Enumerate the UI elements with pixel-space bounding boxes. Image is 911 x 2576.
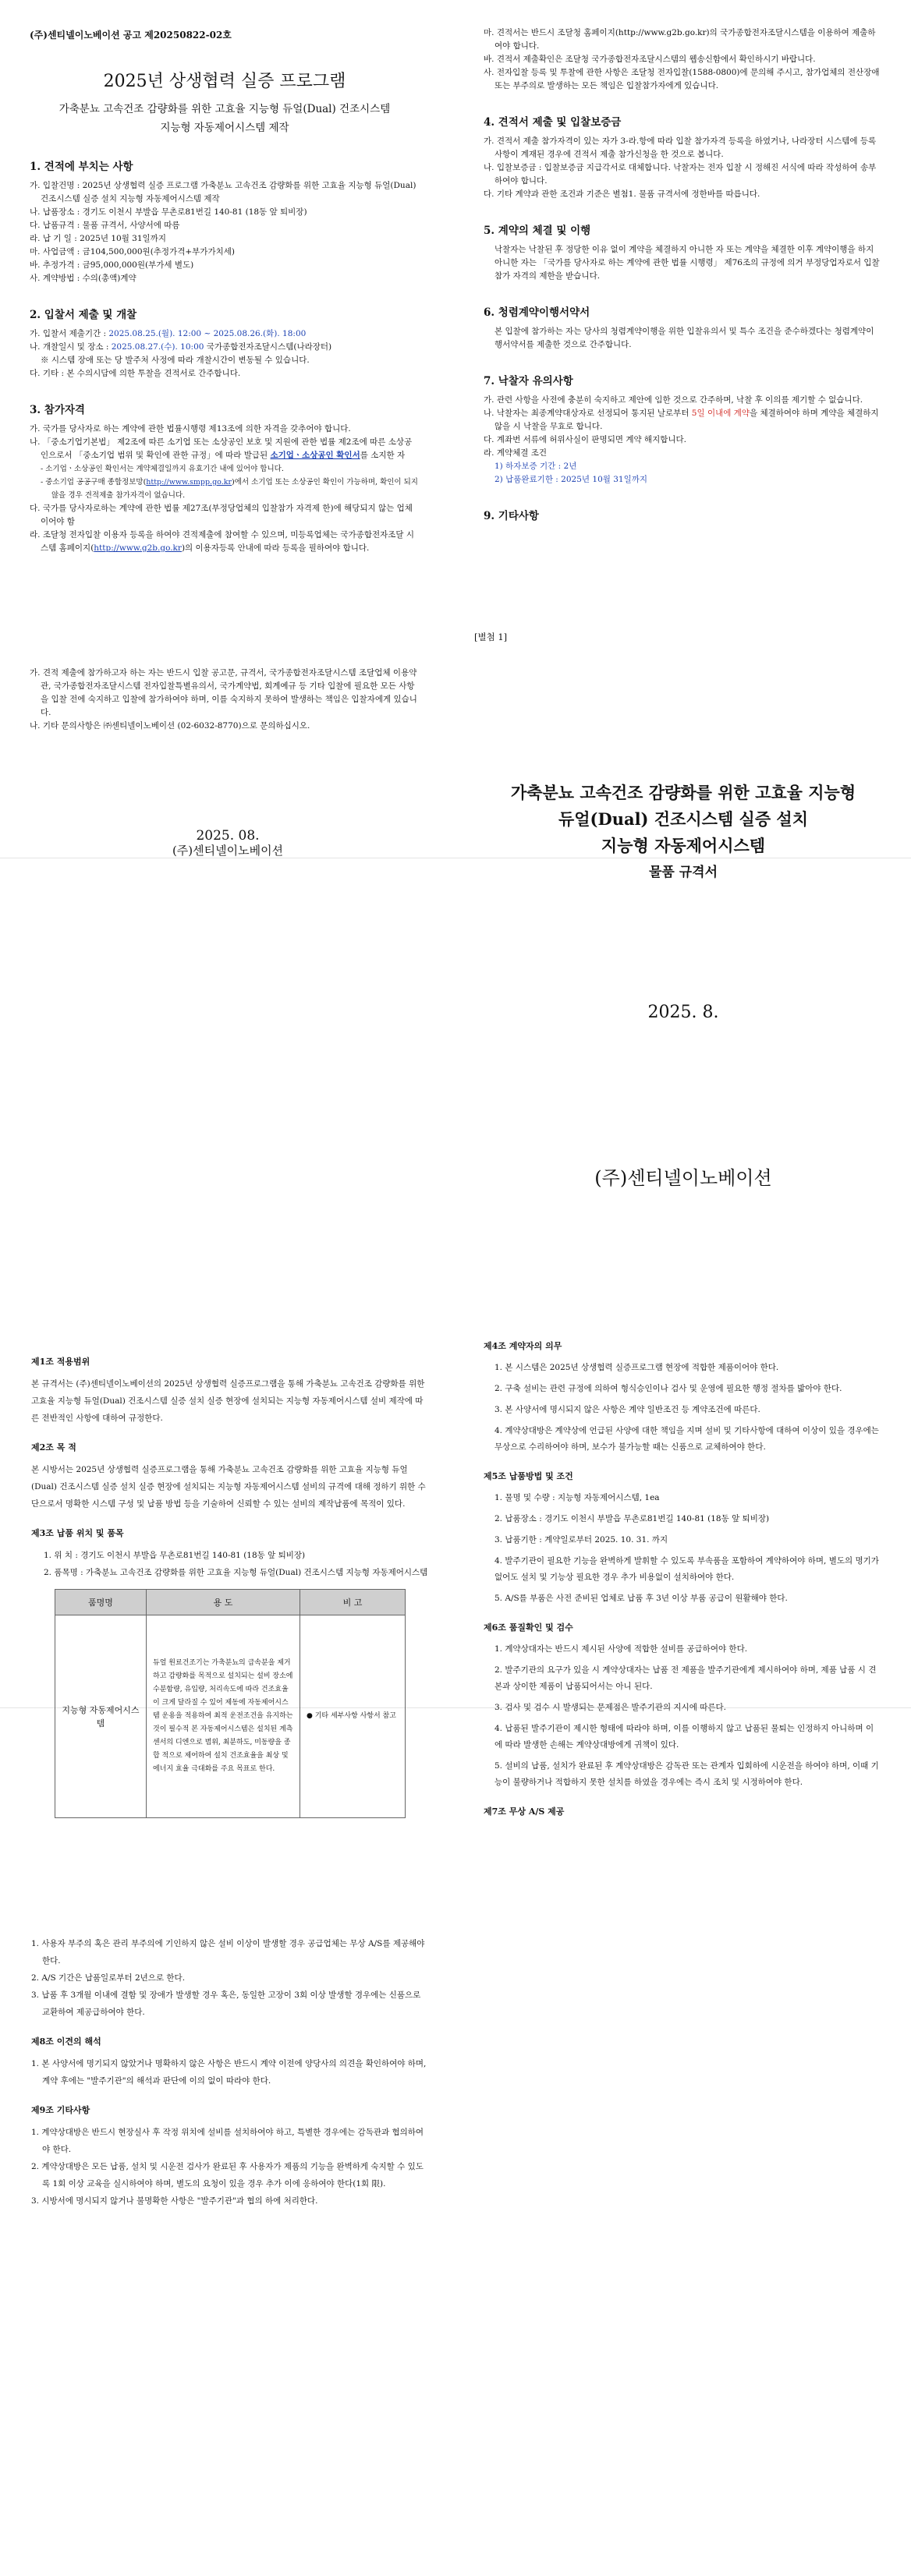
s3-item-a: 가. 국가를 당사자로 하는 계약에 관한 법률시행령 제13조에 의한 자격을 갖추어야 합니다.: [30, 424, 351, 433]
article-5-title: 제5조 납품방법 및 조건: [484, 1471, 573, 1481]
article-4-item: 1. 본 시스템은 2025년 상생협력 실증프로그램 현장에 적합한 제품이어야 한다.: [494, 1363, 779, 1372]
article-9-item: 2. 계약상대방은 모든 납품, 설치 및 시운전 검사가 완료된 후 사용자가 제품의 기능을 완벽하게 숙지할 수 있도록 1회 이상 교육을 실시하여야 하며, 별도의 요청이 있을 경우 추가 이에 응하여야 한다(1회 限).: [31, 2162, 424, 2189]
article-4-item: 3. 본 사양서에 명시되지 않은 사항은 계약 일반조건 등 계약조건에 따른다.: [494, 1405, 760, 1414]
section-9-title: 9. 기타사항: [484, 510, 539, 522]
table-cell-note: ● 기타 세부사항 사항서 참고: [300, 1615, 406, 1818]
misc-a: 가. 견적 제출에 참가하고자 하는 자는 반드시 입찰 공고문, 규격서, 국가종합전자조달시스템 조달업체 이용약관, 국가종합전자조달시스템 전자입찰특별유의서, 국가계약법, 회계예규 등 기타 입찰에 필요한 모든 사항을 입찰 전에 숙지하고 입찰에 참가하여야 하며, 이를 숙지하지 못하여 발생하는 책임은 입찰자에게 있습니다.: [30, 668, 417, 717]
article-5-item: 5. A/S를 부품은 사전 준비된 업체로 납품 후 3년 이상 부품 공급이 원활해야 한다.: [494, 1594, 788, 1603]
article-6-item: 2. 발주기관의 요구가 있을 시 계약상대자는 납품 전 제품을 발주기관에게 제시하여야 하며, 제품 납품 시 견본과 상이한 제품이 납품되어서는 아니 된다.: [494, 1665, 877, 1691]
article-1-text: 본 규격서는 (주)센티넬이노베이션의 2025년 상생협력 실증프로그램을 통해 가축분뇨 고속건조 감량화를 위한 고효율 지능형 듀얼(Dual) 건조시스템 실증 설치 실증 현장에 설치되는 지능형 자동제어시스템 설비 제작에 따른 전반적인 사항에 대하여 규정한다.: [31, 1379, 425, 1423]
article-3-location: 1. 위 치 : 경기도 이천시 부발읍 무촌로81번길 140-81 (18동 앞 퇴비장): [44, 1551, 306, 1560]
g2b-link[interactable]: http://www.g2b.go.kr: [94, 543, 182, 553]
s7-item-c: 다. 계좌번 서류에 허위사실이 판명되면 계약 해지합니다.: [484, 435, 686, 444]
opening-date: 나. 개찰일시 및 장소 : 2025.08.27.(수). 10:00 국가종합전자조달시스템(나라장터): [30, 342, 332, 352]
s3-item-d: 라. 조달청 전자입찰 이용자 등록을 하여야 견적제출에 참여할 수 있으며, 미등록업체는 국가종합전자조달 시스템 홈페이지(http://www.g2b.go.kr)의 이용자등록 안내에 따라 등록을 필하여야 합니다.: [30, 530, 415, 553]
s1-item: 사. 계약방법 : 수의(총액)계약: [30, 274, 136, 283]
p2-item-sa: 사. 전자입찰 등록 및 투찰에 관한 사항은 조달청 전자입찰(1588-0800)에 문의해 주시고, 참가업체의 전산장애 또는 부주의로 발생하는 모든 책임은 입찰참가자에게 있습니다.: [484, 68, 880, 90]
s1-item: 가. 입찰건명 : 2025년 상생협력 실증 프로그램 가축분뇨 고속건조 감량화를 위한 고효율 지능형 듀얼(Dual) 건조시스템 실증 설치 지능형 자동제어시스템 제작: [30, 181, 417, 203]
misc-b: 나. 기타 문의사항은 ㈜센티넬이노베이션 (02-6032-8770)으로 문의하십시오.: [30, 721, 310, 731]
table-cell-use: 듀얼 원료건조기는 가축분뇨의 급속분을 제거하고 감량화를 목적으로 설치되는 설비 장소에 수분함량, 유입량, 처리속도에 따라 건조효율이 크게 달라질 수 있어 제동에 자동제어시스템 운용을 적용하여 최적 운전조건을 유지하는 것이 필수적 본 자동제어시스템은 설치된 계측 센서의 디엔으로 범위, 최분하도, 미동량을 종합 적으로 제어하여 설치 건조효율을 최상 및 에너지 효율 극대화를 주요 목표로 한다.: [147, 1615, 300, 1818]
article-5-item: 1. 물명 및 수량 : 지능형 자동제어시스템, 1ea: [494, 1493, 660, 1502]
s4-item-a: 가. 견적서 제출 참가자격이 있는 자가 3-라.항에 따라 입찰 참가자격 등록을 하였거나, 나라장터 시스템에 등록사항이 계재된 경우에 견적서 제출 참가신청을 한 것으로 봅니다.: [484, 136, 877, 159]
after-item-3: 3. 납품 후 3개월 이내에 결함 및 장애가 발생할 경우 혹은, 동일한 고장이 3회 이상 발생할 경우에는 신품으로 교환하여 제공급하여야 한다.: [31, 1990, 421, 2017]
article-4-item: 2. 구축 설비는 관련 규정에 의하여 형식승인이나 검사 및 운영에 필요한 행정 절차를 밟아야 한다.: [494, 1384, 842, 1393]
article-6-item: 1. 계약상대자는 반드시 제시된 사양에 적합한 설비를 공급하여야 한다.: [494, 1644, 748, 1654]
article-6-title: 제6조 품질확인 및 검수: [484, 1622, 573, 1633]
s7-deadline: 2) 납품완료기한 : 2025년 10월 31일까지: [494, 475, 648, 484]
notice-page-1: [0, 0, 456, 858]
section-4-title: 4. 견적서 제출 및 입찰보증금: [484, 116, 622, 129]
article-3-title: 제3조 납품 위치 및 품목: [31, 1528, 124, 1538]
article-9-title: 제9조 기타사항: [31, 2105, 90, 2115]
s1-item: 라. 납 기 일 : 2025년 10월 31일까지: [30, 234, 166, 243]
article-8-text: 1. 본 사양서에 명기되지 않았거나 명확하지 않은 사항은 반드시 계약 이전에 양당사의 의견을 확인하여야 하며, 계약 후에는 "발주기관"의 해석과 판단에 이의 없이 따라야 한다.: [31, 2059, 427, 2086]
p2-item-ma: 마. 견적서는 반드시 조달청 홈페이지(http://www.g2b.go.kr)의 국가종합전자조달시스템을 이용하여 제출하여야 합니다.: [484, 28, 876, 51]
article-9-item: 1. 계약상대방은 반드시 현장실사 후 작정 위치에 설비를 설치하여야 하고, 특별한 경우에는 감독관과 협의하여야 한다.: [31, 2128, 424, 2154]
table-header-use: 용 도: [147, 1590, 300, 1615]
system-note: ※ 시스템 장애 또는 당 발주처 사정에 따라 개찰시간이 변동될 수 있습니다.: [41, 356, 310, 365]
cover-continued: [456, 859, 911, 1190]
article-4-item: 4. 계약상대방은 계약상에 언급된 사양에 대한 책임을 지며 설비 및 기타사항에 대하여 이상이 있을 경우에는 무상으로 수리하여야 하며, 보수가 불가능할 때는 신품으로 교체하여야 한다.: [494, 1426, 879, 1452]
article-2-title: 제2조 목 적: [31, 1442, 76, 1453]
s3-sub-2: - 중소기업 공공구매 종합정보망(http://www.smpp.go.kr)에서 소기업 또는 소상공인 확인이 가능하며, 확인이 되지 않을 경우 견적제출 참가자격이 없습니다.: [41, 478, 418, 500]
s3-item-c: 다. 국가를 당사자로하는 계약에 관한 법률 제27조(부정당업체의 입찰참가 자격제 한)에 해당되지 않는 업체이어야 함: [30, 504, 413, 526]
s1-item: 나. 납품장소 : 경기도 이천시 부발읍 무촌로81번길 140-81 (18동 앞 퇴비장): [30, 207, 307, 217]
article-6-item: 3. 검사 및 검수 시 발생되는 문제점은 발주기관의 지시에 따른다.: [494, 1703, 726, 1712]
s5-text: 낙찰자는 낙찰된 후 정당한 이유 없이 계약을 체결하지 아니한 자 또는 계약을 체결한 이후 계약이행을 하지 아니한 자는 「국가를 당사자로 하는 계약에 관한 법률 시행령」 제76조의 규정에 의거 부정당업자로서 입찰참가 자격의 제한을 받습니다.: [494, 245, 880, 281]
smpp-link[interactable]: http://www.smpp.go.kr: [146, 478, 232, 487]
notice-company: (주)센티넬이노베이션: [172, 844, 284, 858]
table-header-name: 품명명: [55, 1590, 147, 1615]
subtitle-line-1: 가축분뇨 고속건조 감량화를 위한 고효율 지능형 듀얼(Dual) 건조시스템: [58, 103, 391, 115]
s3-sub-1: - 소기업ㆍ소상공인 확인서는 계약체결일까지 유효기간 내에 있어야 합니다.: [41, 465, 284, 473]
section-7-title: 7. 낙찰자 유의사항: [484, 375, 573, 387]
cover-date: 2025. 8.: [647, 1003, 719, 1022]
section-5-title: 5. 계약의 체결 및 이행: [484, 225, 591, 237]
s7-item-b: 나. 낙찰자는 최종계약대상자로 선정되어 통지된 날로부터 5일 이내에 계약을 체결하여야 하며 계약을 체결하지 않을 시 낙찰을 무효로 합니다.: [484, 409, 879, 431]
s1-item: 마. 사업금액 : 금104,500,000원(추정가격+부가가치세): [30, 247, 235, 257]
section-6-title: 6. 청렴계약이행서약서: [484, 306, 590, 319]
cover-title-3: 지능형 자동제어시스템: [601, 836, 766, 855]
spec-table: [55, 1589, 406, 1818]
s4-item-c: 다. 기타 계약과 관한 조건과 기준은 별첨1. 물품 규격서에 정한바를 따릅니다.: [484, 189, 760, 199]
notice-number: (주)센티넬이노베이션 공고 제20250822-02호: [30, 30, 232, 41]
s7-warranty: 1) 하자보증 기간 : 2년: [494, 462, 577, 471]
section-1-title: 1. 견적에 부치는 사항: [30, 161, 133, 173]
s6-text: 본 입찰에 참가하는 자는 당사의 청렴계약이행을 위한 입찰유의서 및 특수 조건을 준수하겠다는 청렴계약이행서약서를 제출한 것으로 간주합니다.: [494, 327, 874, 349]
s4-item-b: 나. 입찰보증금 : 입찰보증금 지급각서로 대체합니다. 낙찰자는 전자 입찰 시 정해진 서식에 따라 작성하여 송부하여야 합니다.: [484, 163, 877, 186]
page-title: 2025년 상생협력 실증 프로그램: [103, 72, 346, 91]
article-5-item: 4. 발주기관이 필요한 기능을 완벽하게 발휘할 수 있도록 부속품을 포함하여 계약하여야 하며, 별도의 명기가 없어도 설치 및 기능상 필요한 경우 추가 비용없이 설치하여야 한다.: [494, 1556, 879, 1582]
s3-item-b: 나. 「중소기업기본법」 제2조에 따른 소기업 또는 소상공인 보호 및 지원에 관한 법률 제2조에 따른 소상공인으로서 「중소기업 범위 및 확인에 관한 규정」에 따라 발급된 소기업ㆍ소상공인 확인서를 소지한 자: [30, 437, 413, 460]
s7-item-d: 라. 계약체결 조건: [484, 448, 548, 458]
cover-title-4: 물품 규격서: [648, 865, 718, 880]
after-item-1: 1. 사용자 부주의 혹은 관리 부주의에 기인하지 않은 설비 이상이 발생할 경우 공급업체는 무상 A/S를 제공해야 한다.: [31, 1939, 425, 1966]
section-2-title: 2. 입찰서 제출 및 개찰: [30, 309, 137, 321]
article-4-title: 제4조 계약자의 의무: [484, 1341, 562, 1351]
article-5-item: 3. 납품기한 : 계약일로부터 2025. 10. 31. 까지: [494, 1535, 668, 1545]
article-9-item: 3. 시방서에 명시되지 않거나 불명확한 사항은 "발주기관"과 협의 하에 처리한다.: [31, 2196, 318, 2206]
table-cell-name: 지능형 자동제어시스템: [55, 1615, 147, 1818]
cover-company: (주)센티넬이노베이션: [594, 1167, 772, 1189]
article-6-item: 5. 설비의 납품, 설치가 완료된 후 계약상대방은 감독관 또는 관계자 입회하에 시운전을 하여야 하며, 이때 기능이 불량하거나 적합하지 못한 설치를 하였을 경우에는 즉시 조치 및 시정하여야 한다.: [494, 1761, 879, 1787]
attachment-label: [별첨 1]: [474, 632, 508, 642]
s1-item: 다. 납품규격 : 물품 규격서, 사양서에 따름: [30, 221, 180, 230]
spec-page-2: [456, 1310, 911, 2089]
section-3-title: 3. 참가자격: [30, 404, 85, 416]
article-1-title: 제1조 적용범위: [31, 1357, 90, 1367]
spec-page-1: [0, 1325, 456, 2576]
s7-item-a: 가. 관련 사항을 사전에 충분히 숙지하고 제안에 임한 것으로 간주하며, 낙찰 후 이의를 제기할 수 없습니다.: [484, 395, 863, 405]
article-6-item: 4. 납품된 발주기관이 제시한 형태에 따라야 하며, 이를 이행하지 않고 납품된 물퇴는 인정하지 아니하며 이에 따라 발생한 손해는 계약상대방에게 귀책이 있다.: [494, 1724, 874, 1750]
article-3-item: 2. 품목명 : 가축분뇨 고속건조 감량화를 위한 고효율 지능형 듀얼(Dual) 건조시스템 지능형 자동제어시스템: [44, 1568, 428, 1577]
article-5-item: 2. 납품장소 : 경기도 이천시 부발읍 무촌로81번길 140-81 (18동 앞 퇴비장): [494, 1514, 770, 1523]
article-8-title: 제8조 이견의 해석: [31, 2036, 101, 2047]
subtitle-line-2: 지능형 자동제어시스템 제작: [160, 122, 289, 134]
s2-other: 다. 기타 : 본 수의시담에 의한 투찰을 견적서로 간주합니다.: [30, 369, 241, 378]
notice-company-wrap: [0, 842, 456, 858]
s1-item: 바. 추정가격 : 금95,000,000원(부가세 별도): [30, 260, 194, 270]
p2-item-ba: 바. 견적서 제출확인은 조달청 국가종합전자조달시스템의 웹송신함에서 확인하시기 바랍니다.: [484, 55, 816, 64]
bid-period: 가. 입찰서 제출기간 : 2025.08.25.(월). 12:00 ~ 2025.08.26.(화). 18:00: [30, 329, 307, 338]
certificate-link[interactable]: 소기업ㆍ소상공인 확인서: [270, 451, 360, 460]
notice-date: 2025. 08.: [196, 828, 260, 844]
article-2-text: 본 시방서는 2025년 상생협력 실증프로그램을 통해 가축분뇨 고속건조 감량화를 위한 고효율 지능형 듀얼(Dual) 건조시스템 실증 설치 실증 현장에 설치되는 지능형 자동제어시스템 설비의 규격에 대해 정하기 위한 수단으로서 명확한 시스템 구성 및 납품 방법 등을 기술하여 신뢰할 수 있는 설비의 제작납품에 목적이 있다.: [31, 1465, 426, 1509]
cover-title-2: 듀얼(Dual) 건조시스템 실증 설치: [558, 809, 808, 829]
notice-page-2: [456, 0, 911, 858]
cover-title-1: 가축분뇨 고속건조 감량화를 위한 고효율 지능형: [510, 783, 856, 802]
table-header-note: 비 고: [300, 1590, 406, 1615]
after-item-2: 2. A/S 기간은 납품일로부터 2년으로 한다.: [31, 1973, 186, 1983]
article-7-title: 제7조 무상 A/S 제공: [484, 1806, 565, 1817]
